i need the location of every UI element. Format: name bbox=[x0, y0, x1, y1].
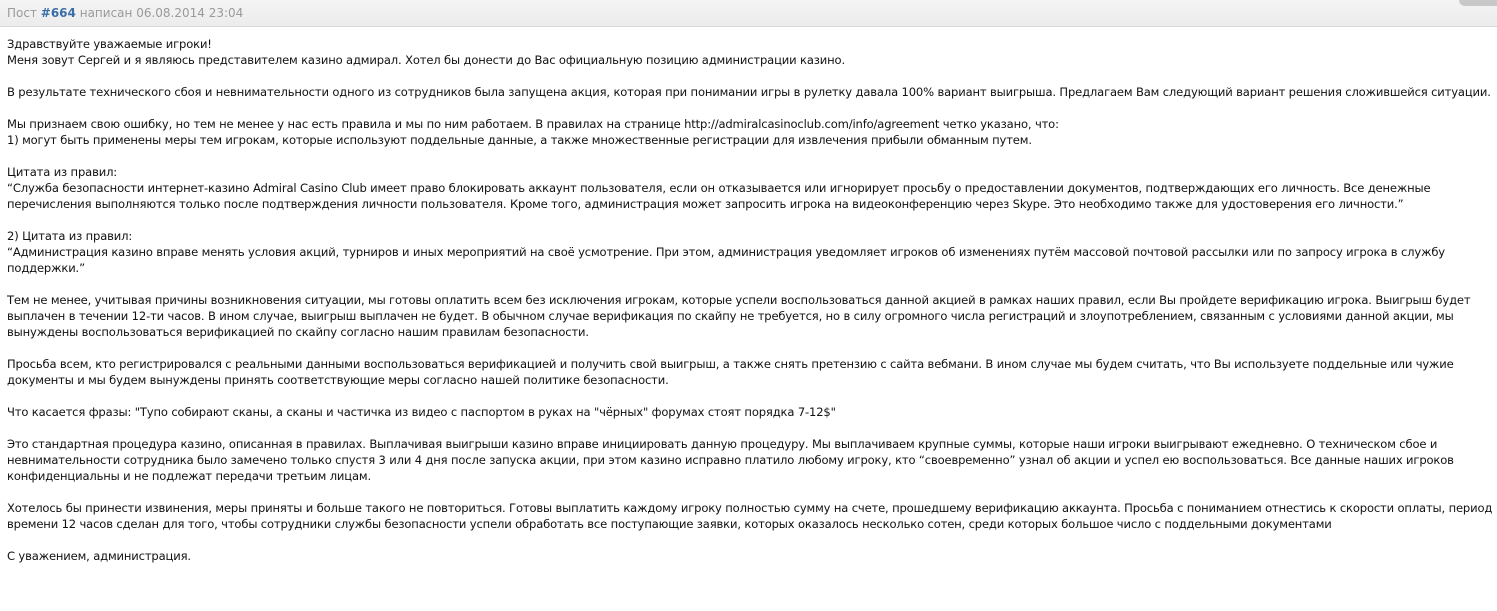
paragraph-gap bbox=[7, 148, 1497, 164]
post-text-line: Мы признаем свою ошибку, но тем не менее у нас есть правила и мы по ним работаем. В правилах на странице http://admiralcasinoclub.com/info/agreement четко указано, что: bbox=[7, 117, 1059, 131]
corner-handle bbox=[1459, 0, 1497, 6]
post-text-line: С уважением, администрация. bbox=[7, 549, 191, 563]
post-text-line: В результате технического сбоя и невнимательности одного из сотрудников была запущена акция, которая при понимании игры в рулетку давала 100% вариант выигрыша. Предлагаем Вам следующий вариант решения сложившейся ситуации. bbox=[7, 85, 1491, 99]
post-text-line: поддержки.” bbox=[7, 261, 85, 275]
post-text-line: Здравствуйте уважаемые игроки! bbox=[7, 37, 212, 51]
post-text-line: Тем не менее, учитывая причины возникновения ситуации, мы готовы оплатить всем без исключения игрокам, которые успели воспользоваться данной акцией в рамках наших правил, если Вы пройдете верификацию игрока. Выигрыш будет bbox=[7, 293, 1471, 307]
paragraph-gap bbox=[7, 532, 1497, 548]
post-written-label: написан bbox=[79, 6, 133, 20]
post-text-line: 1) могут быть применены меры тем игрокам, которые используют поддельные данные, а также множественные регистрации для извлечения прибыли обманным путем. bbox=[7, 133, 1032, 147]
post-datetime: 06.08.2014 23:04 bbox=[136, 6, 244, 20]
paragraph-gap bbox=[7, 340, 1497, 356]
post-text-line: выплачен в течении 12-ти часов. В ином случае, выигрыш выплачен не будет. В обычном случае верификация по скайпу не требуется, но в силу огромного числа регистраций и злоупотреблением, связанным с условиями данной акции, мы bbox=[7, 309, 1454, 323]
post-text-line: Просьба всем, кто регистрировался с реальными данными воспользоваться верификацией и получить свой выигрыш, а также снять претензию с сайта вебмани. В ином случае мы будем считать, что Вы используете поддельные или чужие bbox=[7, 357, 1454, 371]
post-label: Пост bbox=[7, 6, 37, 20]
paragraph-gap bbox=[7, 68, 1497, 84]
post-text-line: “Служба безопасности интернет-казино Admiral Casino Club имеет право блокировать аккаунт пользователя, если он отказывается или игнорирует просьбу о предоставлении документов, подтверждающих его личность. Все денежные bbox=[7, 181, 1431, 195]
post-text-line: 2) Цитата из правил: bbox=[7, 229, 133, 243]
post-text-line: перечисления выполняются только после подтверждения личности пользователя. Кроме того, администрация может запросить игрока на видеоконференцию через Skype. Это необходимо также для удостоверения его личности.” bbox=[7, 197, 1404, 211]
post-text-line: Это стандартная процедура казино, описанная в правилах. Выплачивая выигрыши казино вправе инициировать данную процедуру. Мы выплачиваем крупные суммы, которые наши игроки выигрывают ежедневно. О техническом сбое и bbox=[7, 437, 1438, 451]
post-text-line: Хотелось бы принести извинения, меры приняты и больше такого не повториться. Готовы выплатить каждому игроку полностью сумму на счете, прошедшему верификацию аккаунта. Просьба с пониманием отнестись к скорости оплаты, период bbox=[7, 501, 1493, 515]
post-header bbox=[0, 0, 1497, 27]
post-text-line: “Администрация казино вправе менять условия акций, турниров и иных мероприятий на своё усмотрение. При этом, администрация уведомляет игроков об изменениях путём массовой почтовой рассылки или по запросу игрока в службу bbox=[7, 245, 1445, 259]
post-text-line: Меня зовут Сергей и я являюсь представителем казино адмирал. Хотел бы донести до Вас официальную позицию администрации казино. bbox=[7, 53, 845, 67]
post-text-line: времени 12 часов сделан для того, чтобы сотрудники службы безопасности успели обработать все поступающие заявки, которых оказалось несколько сотен, среди которых большое число с поддельными документами bbox=[7, 517, 1332, 531]
paragraph-gap bbox=[7, 388, 1497, 404]
paragraph-gap bbox=[7, 276, 1497, 292]
paragraph-gap bbox=[7, 484, 1497, 500]
post-number-link[interactable]: #664 bbox=[40, 6, 76, 20]
post-text-line: конфиденциальны и не подлежат передачи третьим лицам. bbox=[7, 469, 371, 483]
post-text-line: Цитата из правил: bbox=[7, 165, 118, 179]
paragraph-gap bbox=[7, 420, 1497, 436]
post-text-line: вынуждены воспользоваться верификацией по скайпу согласно нашим правилам безопасности. bbox=[7, 325, 589, 339]
post-text-line: документы и мы будем вынуждены принять соответствующие меры согласно нашей политике безопасности. bbox=[7, 373, 669, 387]
paragraph-gap bbox=[7, 212, 1497, 228]
paragraph-gap bbox=[7, 100, 1497, 116]
post-text-line: Что касается фразы: "Тупо собирают сканы, а сканы и частичка из видео с паспортом в руках на "чёрных" форумах стоят порядка 7-12$" bbox=[7, 405, 836, 419]
post-body bbox=[0, 27, 1497, 564]
post-text-line: невнимательности сотрудника было замечено только спустя 3 или 4 дня после запуска акции, при этом казино исправно платило любому игроку, кто “своевременно” узнал об акции и успел ею воспользоваться. Все данные наших игроков bbox=[7, 453, 1454, 467]
